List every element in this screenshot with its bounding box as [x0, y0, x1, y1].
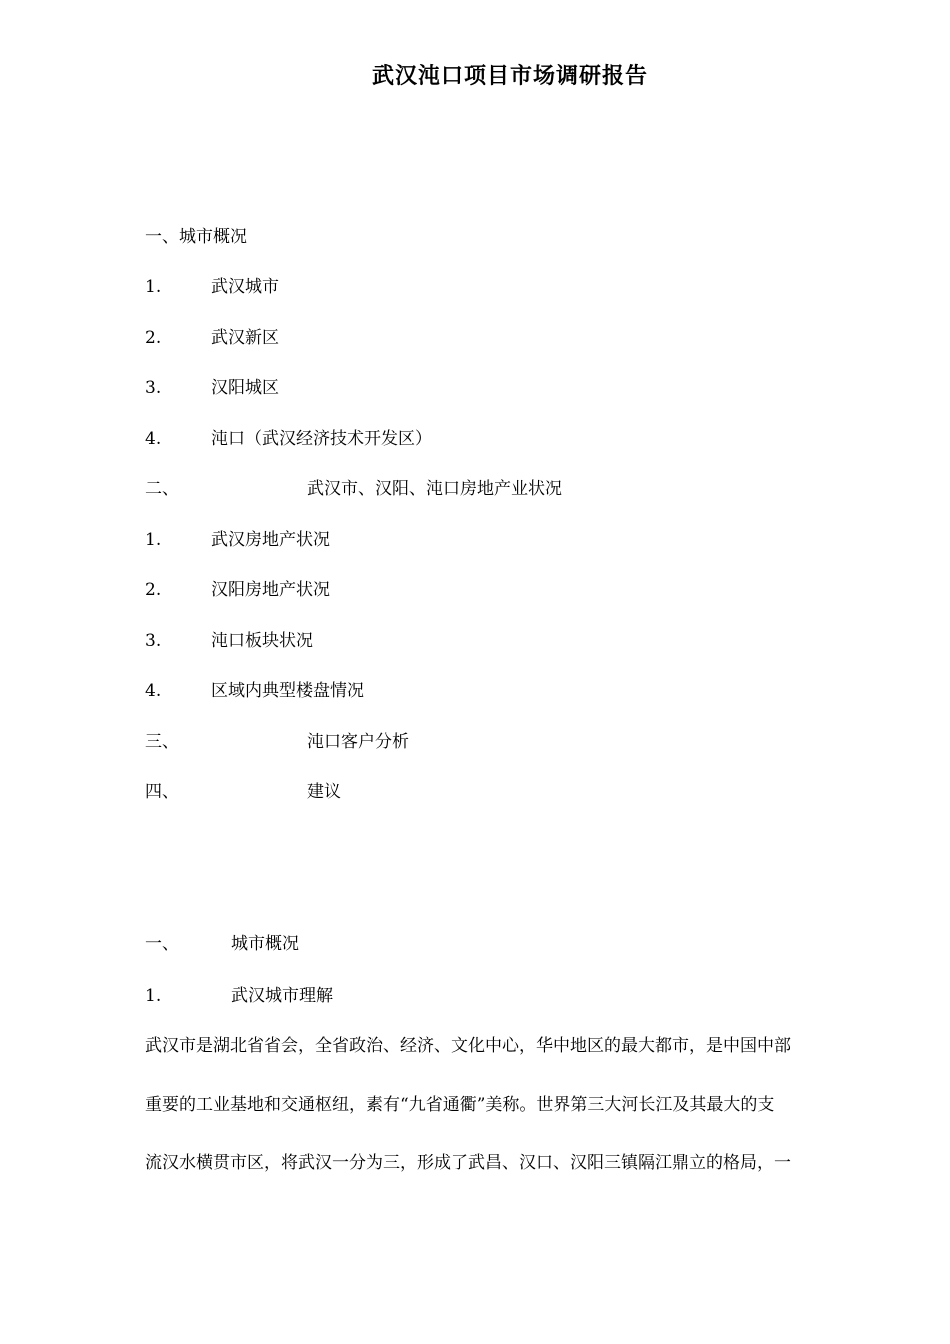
toc-number: 三、	[145, 732, 179, 752]
toc-number: 2.	[145, 328, 162, 348]
toc-text: 汉阳房地产状况	[211, 580, 330, 600]
toc-text: 区域内典型楼盘情况	[211, 681, 364, 701]
subsection-number: 1.	[145, 986, 162, 1006]
toc-number: 1.	[145, 277, 162, 297]
paragraph-line: 流汉水横贯市区，将武汉一分为三，形成了武昌、汉口、汉阳三镇隔江鼎立的格局，一	[145, 1153, 791, 1173]
toc-number: 四、	[145, 782, 179, 802]
toc-text: 沌口（武汉经济技术开发区）	[211, 429, 432, 449]
toc-number: 4.	[145, 681, 162, 701]
toc-text: 建议	[307, 782, 341, 802]
toc-number: 1.	[145, 530, 162, 550]
toc-text: 武汉市、汉阳、沌口房地产业状况	[307, 479, 562, 499]
toc-heading: 一、城市概况	[145, 227, 247, 247]
toc-number: 二、	[145, 479, 179, 499]
paragraph-line: 重要的工业基地和交通枢纽，素有“九省通衢”美称。世界第三大河长江及其最大的支	[145, 1095, 775, 1115]
toc-number: 3.	[145, 631, 162, 651]
subsection-title: 武汉城市理解	[231, 986, 333, 1006]
toc-number: 4.	[145, 429, 162, 449]
paragraph-line: 武汉市是湖北省省会，全省政治、经济、文化中心，华中地区的最大都市，是中国中部	[145, 1036, 791, 1056]
toc-text: 武汉新区	[211, 328, 279, 348]
toc-text: 沌口客户分析	[307, 732, 409, 752]
toc-number: 2.	[145, 580, 162, 600]
document-title: 武汉沌口项目市场调研报告	[371, 64, 648, 89]
toc-text: 武汉房地产状况	[211, 530, 330, 550]
toc-text: 武汉城市	[211, 277, 279, 297]
section-number: 一、	[145, 934, 179, 954]
section-title: 城市概况	[231, 934, 299, 954]
toc-text: 沌口板块状况	[211, 631, 313, 651]
toc-number: 3.	[145, 378, 162, 398]
toc-text: 汉阳城区	[211, 378, 279, 398]
